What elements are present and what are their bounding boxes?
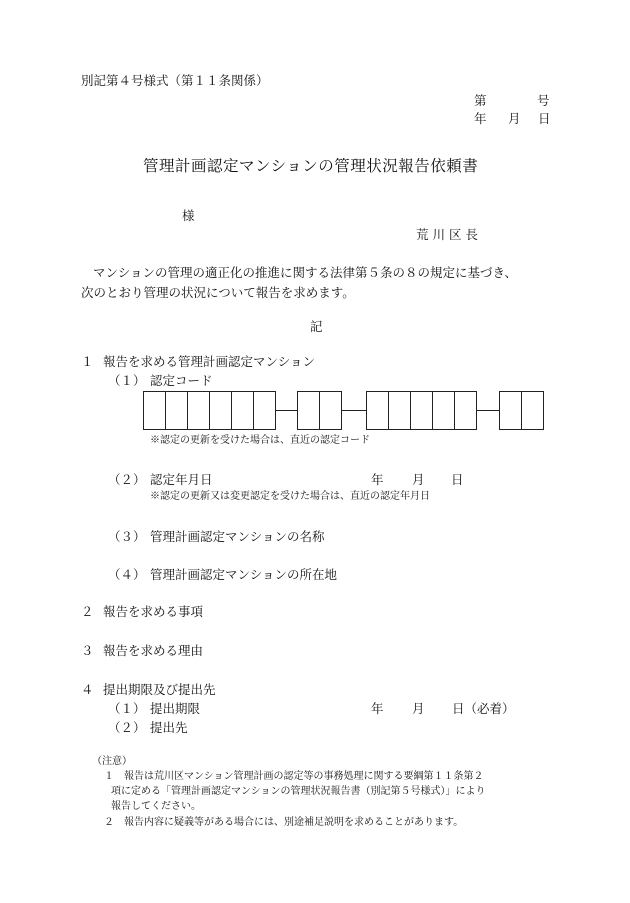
- s4-item2-num: （２）: [108, 720, 146, 735]
- s1-item1-num: （１）: [108, 373, 146, 388]
- code-box-8[interactable]: [319, 391, 342, 430]
- code-dash-2: [342, 410, 366, 411]
- s1-item1-label: 認定コード: [150, 373, 213, 388]
- code-box-11[interactable]: [410, 391, 433, 430]
- s1-item3-num: （３）: [108, 529, 146, 544]
- section4-num: ４: [81, 682, 94, 697]
- date-day: 日: [538, 111, 551, 126]
- s4-item1-year: 年: [371, 701, 384, 716]
- code-dash-3: [477, 410, 499, 411]
- s4-item1-month: 月: [412, 701, 425, 716]
- code-box-4[interactable]: [209, 391, 232, 430]
- code-box-10[interactable]: [388, 391, 411, 430]
- body-line-2: 次のとおり管理の状況について報告を求めます。: [81, 285, 355, 300]
- form-label: 別記第４号様式（第１１条関係）: [81, 73, 269, 88]
- date-month: 月: [508, 111, 521, 126]
- section1-title: 報告を求める管理計画認定マンション: [103, 354, 315, 369]
- code-box-5[interactable]: [231, 391, 254, 430]
- s1-item4-label: 管理計画認定マンションの所在地: [150, 567, 337, 582]
- s1-item1-note: ※認定の更新を受けた場合は、直近の認定コード: [150, 435, 370, 446]
- s1-item2-month: 月: [412, 472, 425, 487]
- note2-text: 報告内容に疑義等がある場合には、別途補足説明を求めることがあります。: [124, 817, 464, 828]
- code-box-15[interactable]: [521, 391, 544, 430]
- code-box-1[interactable]: [143, 391, 166, 430]
- code-box-6[interactable]: [253, 391, 276, 430]
- date-year: 年: [474, 111, 487, 126]
- s1-item2-year: 年: [371, 472, 384, 487]
- ki-heading: 記: [310, 319, 323, 334]
- s1-item3-label: 管理計画認定マンションの名称: [150, 529, 325, 544]
- s1-item2-label: 認定年月日: [150, 472, 213, 487]
- code-box-2[interactable]: [165, 391, 188, 430]
- code-box-7[interactable]: [297, 391, 320, 430]
- s4-item1-label: 提出期限: [150, 701, 201, 716]
- code-box-9[interactable]: [366, 391, 389, 430]
- number-suffix: 号: [537, 93, 550, 108]
- code-dash-1: [276, 410, 297, 411]
- addressee-honorific: 様: [182, 208, 195, 223]
- number-prefix: 第: [474, 93, 487, 108]
- s4-item2-label: 提出先: [150, 720, 188, 735]
- section3-title: 報告を求める理由: [103, 643, 204, 658]
- notes-heading: （注意）: [92, 756, 132, 767]
- note2-num: ２: [104, 817, 114, 828]
- note1-line-2: 項に定める「管理計画認定マンションの管理状況報告書（別記第５号様式）」により: [111, 786, 486, 797]
- note1-line-1: 報告は荒川区マンション管理計画の認定等の事務処理に関する要綱第１１条第２: [124, 771, 484, 782]
- body-line-1: マンションの管理の適正化の推進に関する法律第５条の８の規定に基づき、: [93, 265, 517, 280]
- page-title: 管理計画認定マンションの管理状況報告依頼書: [143, 157, 479, 175]
- code-box-13[interactable]: [454, 391, 477, 430]
- s1-item2-num: （２）: [108, 472, 146, 487]
- s4-item1-num: （１）: [108, 701, 146, 716]
- code-box-3[interactable]: [187, 391, 210, 430]
- section2-title: 報告を求める事項: [103, 604, 204, 619]
- s1-item4-num: （４）: [108, 567, 146, 582]
- section2-num: ２: [81, 604, 94, 619]
- s1-item2-day: 日: [451, 472, 464, 487]
- s4-item1-day: 日（必着）: [452, 701, 515, 716]
- section3-num: ３: [81, 643, 94, 658]
- note1-line-3: 報告してください。: [111, 801, 201, 812]
- code-box-12[interactable]: [432, 391, 455, 430]
- section1-num: １: [81, 354, 94, 369]
- sender: 荒 川 区 長: [416, 227, 478, 242]
- code-box-14[interactable]: [499, 391, 522, 430]
- s1-item2-note: ※認定の更新又は変更認定を受けた場合は、直近の認定年月日: [150, 491, 430, 502]
- section4-title: 提出期限及び提出先: [103, 682, 216, 697]
- note1-num: １: [104, 771, 114, 782]
